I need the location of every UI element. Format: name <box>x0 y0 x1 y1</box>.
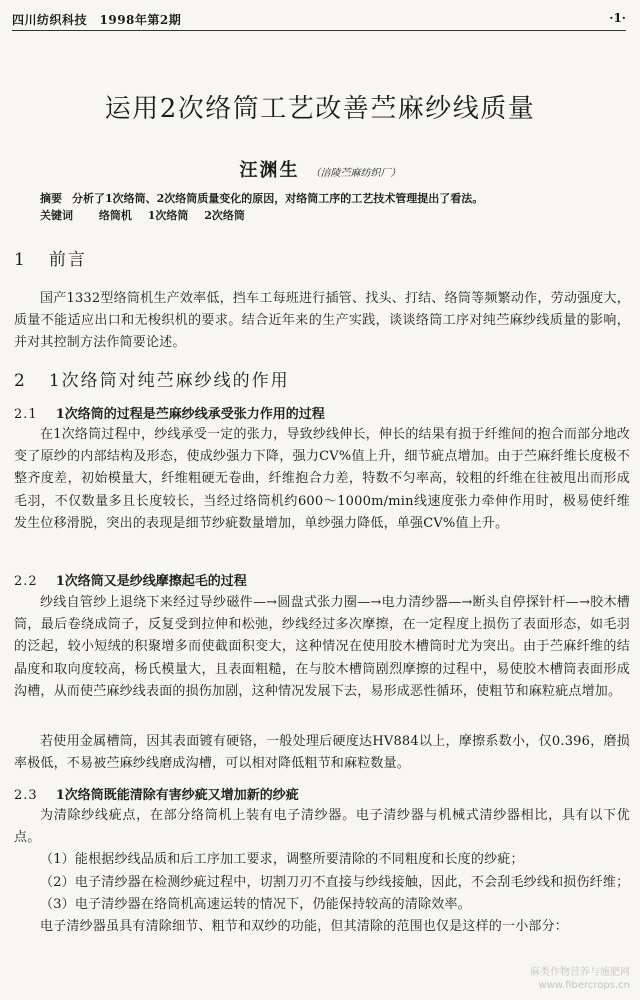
keywords-label: 关键词 <box>40 209 73 222</box>
paragraph-text: 电子清纱器虽具有清除细节、粗节和双纱的功能，但其清除的范围也仅是这样的一小部分： <box>40 919 569 935</box>
section-number: 1 <box>14 250 27 270</box>
paragraph: 若使用金属槽筒，因其表面镀有硬铬，一般处理后硬度达HV884以上，摩擦系数小，仅0.396，磨损率极低，不易被苎麻纱线磨成沟槽，可以相对降低粗节和麻粒数量。 <box>14 734 630 772</box>
subsection-heading <box>14 403 626 422</box>
subsection-heading <box>14 784 626 803</box>
section-number: 2 <box>14 371 27 391</box>
keywords <box>40 207 610 224</box>
watermark-line: 麻类作物营养与施肥网 <box>530 967 630 978</box>
paragraph: 纱线自管纱上退绕下来经过导纱磁件—→圆盘式张力圈—→电力清纱器—→断头自停探针杆—→胶木槽筒，最后卷绕成筒子，反复受到拉伸和松弛，纱线经过多次摩擦，在一定程度上损伤了表面形态，如毛羽的泛起，较小短绒的积聚增多而使截面积变大，这种情况在使用胶木槽筒时尤为突出。由于苎麻纤维的结晶度和取向度较高，杨氏模量大，且表面粗糙，在与胶木槽筒剧烈摩擦的过程中，易使胶木槽筒表面形成沟槽，从而使苎麻纱线表面的损伤加剧，这种情况发展下去，易形成恶性循环，使粗节和麻粒疵点增加。 <box>14 595 630 699</box>
subsection-title: 1次络筒的过程是苎麻纱线承受张力作用的过程 <box>55 407 325 422</box>
running-header <box>12 8 626 31</box>
author-line <box>0 156 640 182</box>
section-title: 前言 <box>48 250 87 270</box>
paragraph <box>14 805 630 938</box>
list-item: （2）电子清纱器在检测纱疵过程中，切割刀刃不直接与纱线接触，因此，不会刮毛纱线和损伤纤维； <box>40 874 630 890</box>
paragraph: 国产1332型络筒机生产效率低，挡车工每班进行插管、找头、打结、络筒等频繁动作，劳动强度大，质量不能适应出口和无梭织机的要求。结合近年来的生产实践，谈谈络筒工序对纯苎麻纱线质量的影响，并对其控制方法作简要论述。 <box>14 291 630 351</box>
author-name: 汪渊生 <box>239 160 300 181</box>
abstract-label: 摘要 <box>40 192 62 205</box>
subsection-number: 2.1 <box>14 407 38 422</box>
subsection-title: 1次络筒既能清除有害纱疵又增加新的纱疵 <box>55 788 299 803</box>
subsection-number: 2.2 <box>14 574 38 589</box>
keyword: 2次络筒 <box>204 209 245 222</box>
list-item: （1）能根据纱线品质和后工序加工要求，调整所要清除的不同粗度和长度的纱疵； <box>40 852 524 868</box>
list-item: （3）电子清纱器在络筒机高速运转的情况下，仍能保持较高的清除效率。 <box>40 896 471 912</box>
section-heading <box>14 366 626 391</box>
paragraph-text: 为清除纱线疵点，在部分络筒机上装有电子清纱器。电子清纱器与机械式清纱器相比，具有以下优点。 <box>14 808 630 846</box>
keyword: 1次络筒 <box>147 209 189 222</box>
site-watermark <box>530 966 630 992</box>
journal-name: 四川纺织科技 1998年第2期 <box>12 13 182 27</box>
abstract-block <box>40 190 610 224</box>
abstract-text: 分析了1次络筒、2次络筒质量变化的原因，对络筒工序的工艺技术管理提出了看法。 <box>72 192 484 205</box>
page-number: ·1· <box>609 11 626 25</box>
subsection-number: 2.3 <box>14 788 38 803</box>
author-affiliation: （涪陵苎麻纺织厂） <box>310 168 401 179</box>
section-heading <box>14 245 626 270</box>
subsection-heading <box>14 570 626 589</box>
subsection-title: 1次络筒又是纱线摩擦起毛的过程 <box>55 574 247 589</box>
abstract <box>40 190 610 207</box>
watermark-line: www.fibercrops.cn <box>538 980 630 991</box>
section-title: 1次络筒对纯苎麻纱线的作用 <box>48 371 290 391</box>
article-title: 运用2次络筒工艺改善苎麻纱线质量 <box>104 94 536 124</box>
paragraph: 在1次络筒过程中，纱线承受一定的张力，导致纱线伸长，伸长的结果有损于纤维间的抱合而部分地改变了原纱的内部结构及形态，使成纱强力下降，强力CV%值上升，细节疵点增加。由于苎麻纤维长度极不整齐度差，初始模量大，纤维粗硬无卷曲，纤维抱合力差，特数不匀率高，较粗的纤维在往被甩出而形成毛羽，不仅数量多且长度较长，当经过络筒机约600～1000m/min线速度张力牵伸作用时，极易使纤维发生位移滑脱，突出的表现是细节纱疵数量增加，单纱强力降低，单强CV%值上升。 <box>14 427 630 531</box>
keyword: 络筒机 <box>98 209 132 222</box>
